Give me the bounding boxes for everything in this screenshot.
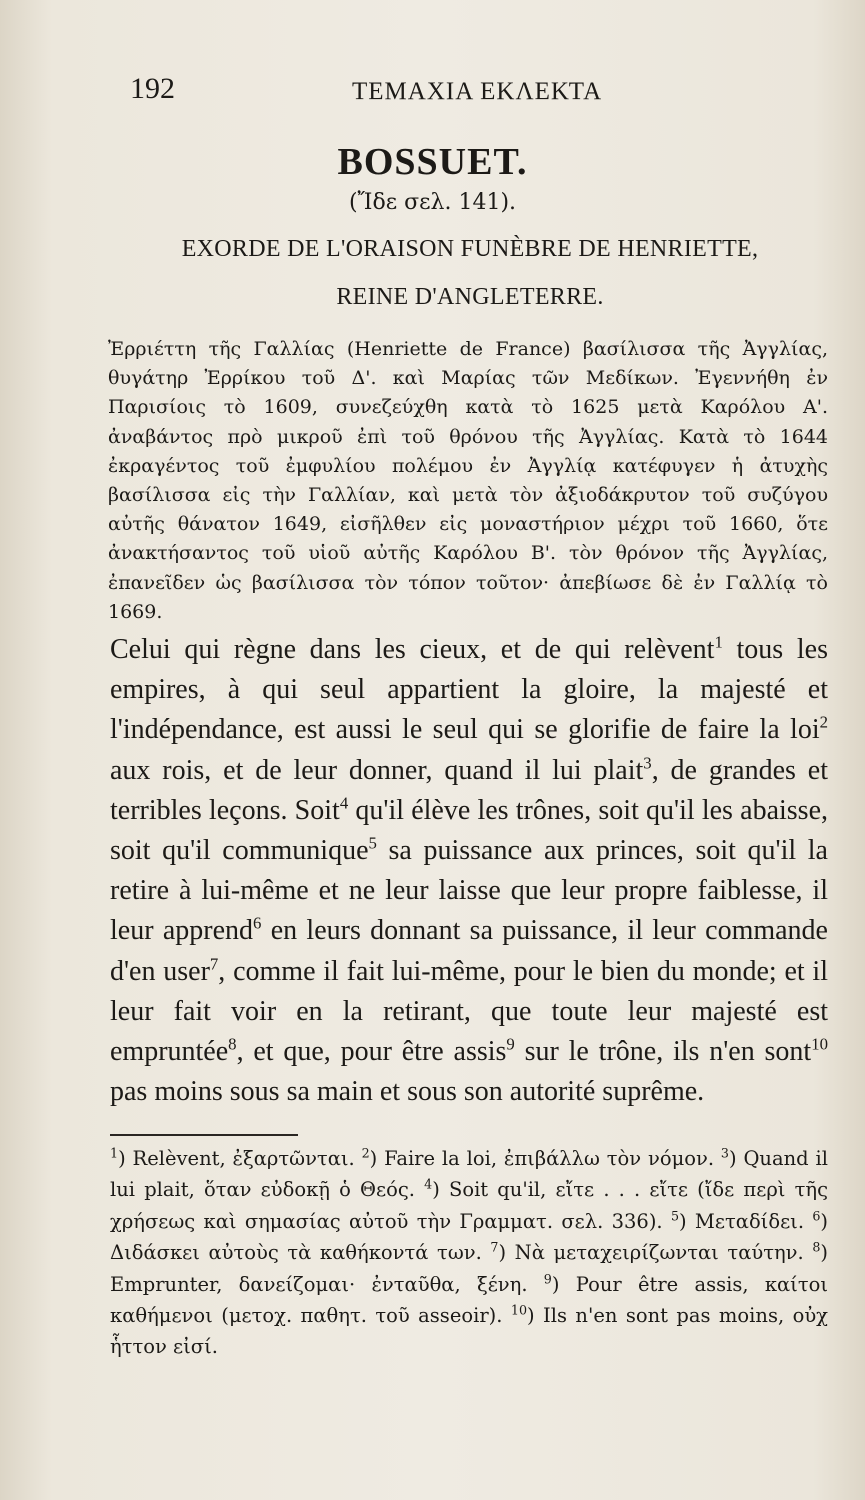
footnote-text: Soit qu'il, εἴτε . . . εἴτε (ἴδε περὶ τῆς χρήσεως καὶ σημασίας αὐτοῦ τὴν Γραμματ. σελ. 336). xyxy=(110,1178,829,1233)
section-title: BOSSUET. xyxy=(337,141,528,183)
footnote-number: 9 xyxy=(543,1271,552,1287)
footnote-text: Διδάσκει αὐτοὺς τὰ καθήκοντά των. xyxy=(110,1241,491,1265)
main-segment: Celui qui règne dans les cieux, et de qui relèvent xyxy=(110,634,715,665)
footnote-text: Faire la loi, ἐπιβάλλω τὸν νόμον. xyxy=(384,1147,721,1170)
page-header xyxy=(122,70,805,110)
main-segment: , et que, pour être assis xyxy=(236,1036,507,1068)
footnote-number: 5 xyxy=(670,1208,679,1224)
main-segment: , comme il fait lui-même, pour le bien du monde; et il leur fait voir en la retirant, que toute leur majesté est empruntée xyxy=(110,955,828,1068)
page-number: 192 xyxy=(130,72,175,105)
footnote-number: 1 xyxy=(110,1145,119,1161)
footnote-number: 7 xyxy=(490,1239,499,1255)
note-ref: 1 xyxy=(714,632,723,652)
footnotes: $^1$) Relèvent, ἐξαρτῶνται. $^2$) Faire la loi, ἐπιβάλλω τὸν νόμον. $^3$) Quand il lui plait, ὅταν εὐδοκῇ ὁ Θεός. $^4$) Soit qu'il, εἴτε . . . εἴτε (ἴδε περὶ τῆς χρήσεως καὶ σημασίας αὐτοῦ τὴν Γραμματ. σελ. 336). $^5$) Μεταδίδει. $^6$) Διδάσκει αὐτοὺς τὰ καθήκοντά των. $^7$) Νὰ μεταχειρίζωνται ταύτην. $^8$) Emprunter, δανείζομαι· ἐνταῦθα, ξένη. $^9$) Pour être assis, καίτοι καθήμενοι (μετοχ. παθητ. τοῦ asseoir). $^{10}$) Ils n'en sont pas moins, οὐχ ἧττον εἰσί. xyxy=(110,1145,829,1359)
subtitle-line-1: EXORDE DE L'ORAISON FUNÈBRE DE HENRIETTE, xyxy=(181,236,759,262)
running-head: ΤΕΜΑΧΙΑ ΕΚΛΕΚΤΑ xyxy=(352,78,603,105)
note-ref: 7 xyxy=(209,954,219,974)
footnote-text: Emprunter, δανείζομαι· ἐνταῦθα, ξένη. xyxy=(110,1272,544,1296)
note-ref: 4 xyxy=(339,793,349,813)
main-segment: qu'il élève les trônes, soit qu'il les abaisse, soit qu'il communique xyxy=(110,794,829,867)
footnote-text: Νὰ μεταχειρίζωνται ταύτην. xyxy=(514,1241,813,1265)
main-text xyxy=(110,630,828,1112)
footnote-divider xyxy=(110,1134,298,1136)
subtitle-line-2: REINE D'ANGLETERRE. xyxy=(336,284,604,310)
footnote-text: Ils n'en sont pas moins, οὐχ ἧττον εἰσί. xyxy=(110,1304,828,1359)
footnote-number: 6 xyxy=(812,1208,821,1224)
main-segment: aux rois, et de leur donner, quand il lui plait xyxy=(110,754,644,786)
footnote-text: Pour être assis, καίτοι καθήμενοι (μετοχ. παθητ. τοῦ asseoir). xyxy=(110,1272,829,1328)
main-segment: en leurs donnant sa puissance, il leur commande d'en user xyxy=(110,915,828,987)
biographical-intro: Ἐρριέττη τῆς Γαλλίας (Henriette de France) βασίλισσα τῆς Ἀγγλίας, θυγάτηρ Ἐρρίκου τοῦ Δ'. καὶ Μαρίας τῶν Μεδίκων. Ἐγεννήθη ἐν Παρισίοις τὸ 1609, συνεζεύχθη κατὰ τὸ 1625 μετὰ Καρόλου Α'. ἀναβάντος πρὸ μικροῦ ἐπὶ τοῦ θρόνου τῆς Ἀγγλίας. Κατὰ τὸ 1644 ἐκραγέντος τοῦ ἐμφυλίου πολέμου ἐν Ἀγγλίᾳ κατέφυγεν ἡ ἀτυχὴς βασίλισσα εἰς τὴν Γαλλίαν, καὶ μετὰ τὸν ἀξιοδάκρυτον τοῦ συζύγου αὐτῆς θάνατον 1649, εἰσῆλθεν εἰς μοναστήριον μέχρι τοῦ 1660, ὅτε ἀνακτήσαντος τοῦ υἱοῦ αὐτῆς Καρόλου Β'. τὸν θρόνον τῆς Ἀγγλίας, ἐπανεῖδεν ὡς βασίλισσα τὸν τόπον τοῦτον· ἀπεβίωσε δὲ ἐν Γαλλίᾳ τὸ 1669. xyxy=(108,338,828,623)
note-ref: 2 xyxy=(819,713,828,733)
footnote-number: 4 xyxy=(424,1176,433,1192)
note-ref: 6 xyxy=(253,914,262,934)
note-ref: 3 xyxy=(643,753,652,773)
main-segment: sa puissance aux princes, soit qu'il la retire à lui-même et ne leur laisse que leur propre faiblesse, il leur apprend xyxy=(110,835,828,947)
footnote-number: 2 xyxy=(361,1145,370,1161)
footnote-number: 8 xyxy=(812,1239,821,1255)
footnote-text: Relèvent, ἐξαρτῶνται. xyxy=(132,1147,362,1170)
main-segment: pas moins sous sa main et sous son autorité suprême. xyxy=(110,1076,705,1108)
main-segment: sur le trône, ils n'en sont xyxy=(514,1036,812,1068)
note-ref: 10 xyxy=(811,1034,828,1054)
note-ref: 8 xyxy=(228,1034,237,1054)
note-ref: 5 xyxy=(368,833,377,853)
main-segment: tous les empires, à qui seul appartient la gloire, la majesté et l'indépendance, est aussi le seul qui se glorifie de faire la loi xyxy=(110,634,828,746)
cross-reference: (Ἴδε σελ. 141). xyxy=(348,190,517,215)
main-segment: , de grandes et terribles leçons. Soit xyxy=(110,754,828,826)
footnote-number: 3 xyxy=(720,1145,729,1161)
footnote-number: 10 xyxy=(510,1302,527,1318)
footnote-text: Quand il lui plait, ὅταν εὐδοκῇ ὁ Θεός. xyxy=(110,1147,828,1202)
footnote-text: Μεταδίδει. xyxy=(694,1209,813,1233)
note-ref: 9 xyxy=(506,1034,515,1054)
